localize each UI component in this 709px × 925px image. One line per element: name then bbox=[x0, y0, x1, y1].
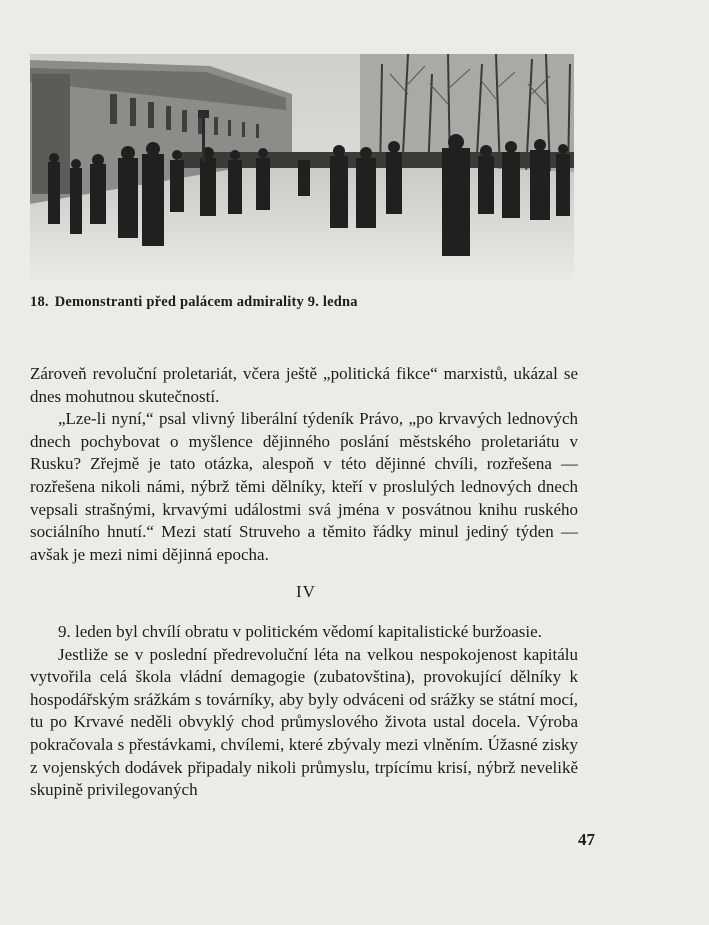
caption-text: Demonstranti před palácem admirality 9. ledna bbox=[54, 294, 358, 310]
page-number: 47 bbox=[578, 830, 595, 849]
demonstration-photo bbox=[30, 54, 574, 280]
section-heading: IV bbox=[296, 582, 316, 601]
caption-number: 18. bbox=[30, 294, 49, 310]
paragraph: 9. leden byl chvílí obratu v politickém vědomí kapitalistické buržoasie. bbox=[58, 622, 542, 641]
paragraph: Jestliže se v poslední předrevoluční léta na velkou nespokojenost kapitálu vytvořila celá škola vládní demagogie (zubatovština), provokující dělníky k hospodářským srážkám s továrníky, aby byly odváceni od srážky se státní mocí, tu po Krvavé neděli obvyklý chod průmyslového života ustal docela. Výroba pokračovala s přestávkami, chvílemi, které zbývaly mezi vlněním. Úžasné zisky z vojenských dodávek připadaly nikoli průmyslu, trpícímu krisí, nýbrž nevelikě skupině privilegovaných bbox=[30, 644, 578, 800]
text-block-2 bbox=[30, 621, 578, 802]
paragraph: Zároveň revoluční proletariát, včera ještě „politická fikce“ marxistů, ukázal se dnes mohutnou skutečností. bbox=[30, 364, 578, 406]
text-block-1 bbox=[30, 363, 578, 566]
photo-caption bbox=[30, 294, 358, 311]
paragraph: „Lze-li nyní,“ psal vlivný liberální týdeník Právo, „po krvavých lednových dnech pochybovat o myšlence dějinného poslání městského proletariátu v Rusku? Zřejmě je tato otázka, alespoň v této dějinné chvíli, rozřešena — rozřešena nikoli námi, nýbrž těmi dělníky, kteří v proslulých lednových dnech vepsali strašnými, krvavými událostmi svá jména v posvátnou knihu ruského sociálního hnutí.“ Mezi statí Struveho a těmito řádky minul jediný týden — avšak je mezi nimi dějinná epocha. bbox=[30, 409, 578, 564]
photo-illustration bbox=[30, 54, 574, 280]
